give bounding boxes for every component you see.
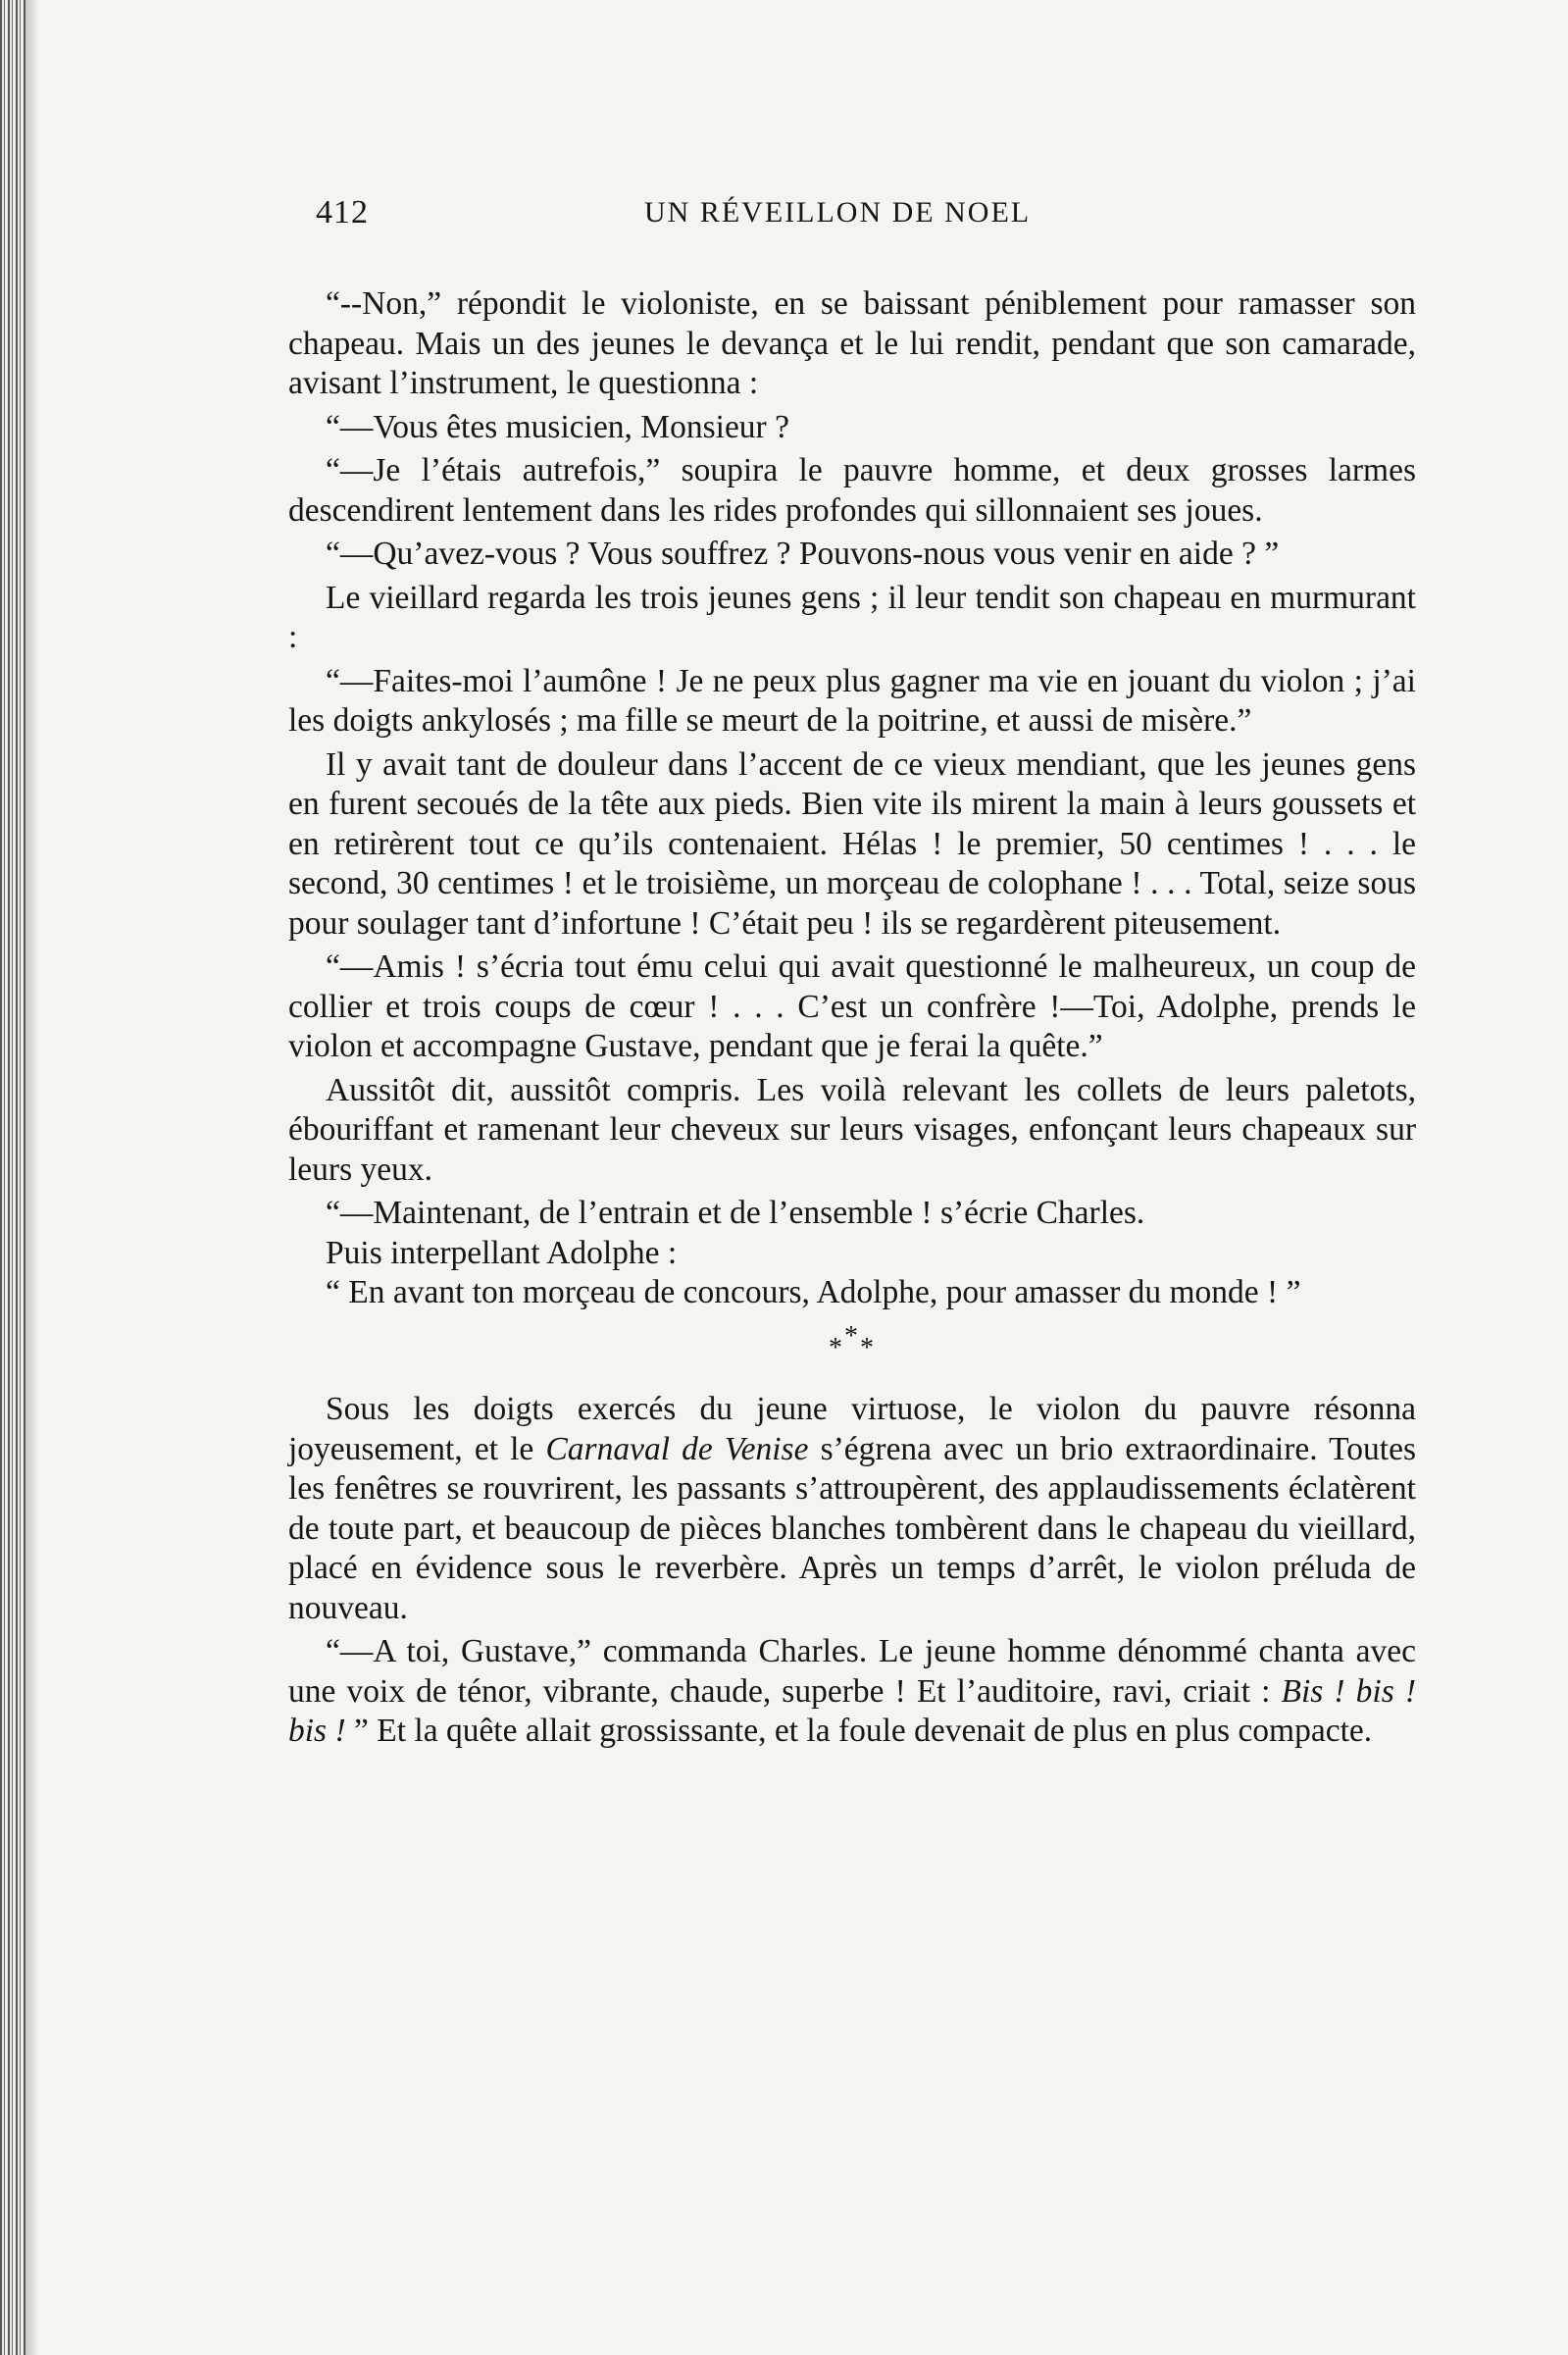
paragraph: “--Non,” répondit le violoniste, en se baissant péniblement pour ramasser son chapeau. Mais un des jeunes le devança et le lui rendit, pendant que son camarade, avisant l’instrument, le questionna : (288, 285, 1416, 401)
paragraph: Le vieillard regarda les trois jeunes gens ; il leur tendit son chapeau en murmurant : (288, 579, 1416, 655)
paragraph (288, 1632, 1416, 1752)
paragraph: “—Maintenant, de l’entrain et de l’ensemble ! s’écrie Charles. (326, 1195, 1145, 1231)
paragraph: “—Amis ! s’écria tout ému celui qui avait questionné le malheureux, un coup de collier et trois coups de cœur ! . . . C’est un confrère !—Toi, Adolphe, prends le violon et accompagne Gustave, pendant que je ferai la quête.” (288, 948, 1416, 1064)
paragraph: Puis interpellant Adolphe : (326, 1234, 678, 1271)
paragraph: “—Faites-moi l’aumône ! Je ne peux plus gagner ma vie en jouant du violon ; j’ai les doigts ankylosés ; ma fille se meurt de la poitrine, et aussi de misère.” (288, 662, 1416, 739)
paragraph: “—Je l’étais autrefois,” soupira le pauvre homme, et deux grosses larmes descendirent lentement dans les rides profondes qui sillonnaient ses joues. (288, 452, 1416, 529)
page-body (288, 284, 1416, 1752)
asterism-star-top: * (844, 1320, 860, 1352)
paragraph: “—Vous êtes musicien, Monsieur ? (326, 408, 789, 445)
asterism-star-right: * (860, 1332, 876, 1363)
paragraph: Aussitôt dit, aussitôt compris. Les voilà relevant les collets de leurs paletots, ébouriffant et ramenant leur cheveux sur leurs visages, enfonçant leurs chapeaux sur leurs yeux. (288, 1071, 1416, 1188)
paragraph: “ En avant ton morçeau de concours, Adolphe, pour amasser du monde ! ” (326, 1274, 1301, 1310)
text-run: Sous les doigts exercés du jeune virtuose, le violon du pauvre résonna joyeusement, et le (288, 1391, 1416, 1467)
paragraph (288, 1390, 1416, 1628)
text-run: “—A toi, Gustave,” commanda Charles. Le jeune homme dénommé chanta avec une voix de ténor, vibrante, chaude, superbe ! Et l’auditoire, ravi, criait : (288, 1633, 1416, 1710)
italic-title: Carnaval de Venise (545, 1430, 809, 1467)
page-number: 412 (316, 194, 369, 230)
italic-exclamation: Bis ! bis ! bis ! (288, 1672, 1416, 1749)
paragraph: Il y avait tant de douleur dans l’accent de ce vieux mendiant, que les jeunes gens en furent secoués de la tête aux pieds. Bien vite ils mirent la main à leurs goussets et en retirèrent tout ce qu’ils contenaient. Hélas ! le premier, 50 centimes ! . . . le second, 30 centimes ! et le troisième, un morçeau de colophane ! . . . Total, seize sous pour soulager tant d’infortune ! C’était peu ! ils se regardèrent piteusement. (288, 745, 1416, 942)
running-title: UN RÉVEILLON DE NOEL (644, 196, 1032, 229)
paragraph: “—Qu’avez-vous ? Vous souffrez ? Pouvons-nous vous venir en aide ? ” (326, 536, 1280, 572)
asterism-star-left: * (829, 1332, 844, 1363)
text-run: s’égrena avec un brio extraordinaire. Toutes les fenêtres se rouvrirent, les passants s’attroupèrent, des applaudissements éclatèrent de toute part, et beaucoup de pièces blanches tombèrent dans le chapeau du vieillard, placé en évidence sous le reverbère. Après un temps d’arrêt, le violon préluda de nouveau. (288, 1430, 1416, 1626)
asterism-ornament (288, 1320, 1416, 1365)
text-run: ” Et la quête allait grossissante, et la foule devenait de plus en plus compacte. (345, 1713, 1373, 1749)
page-header (316, 194, 1414, 243)
